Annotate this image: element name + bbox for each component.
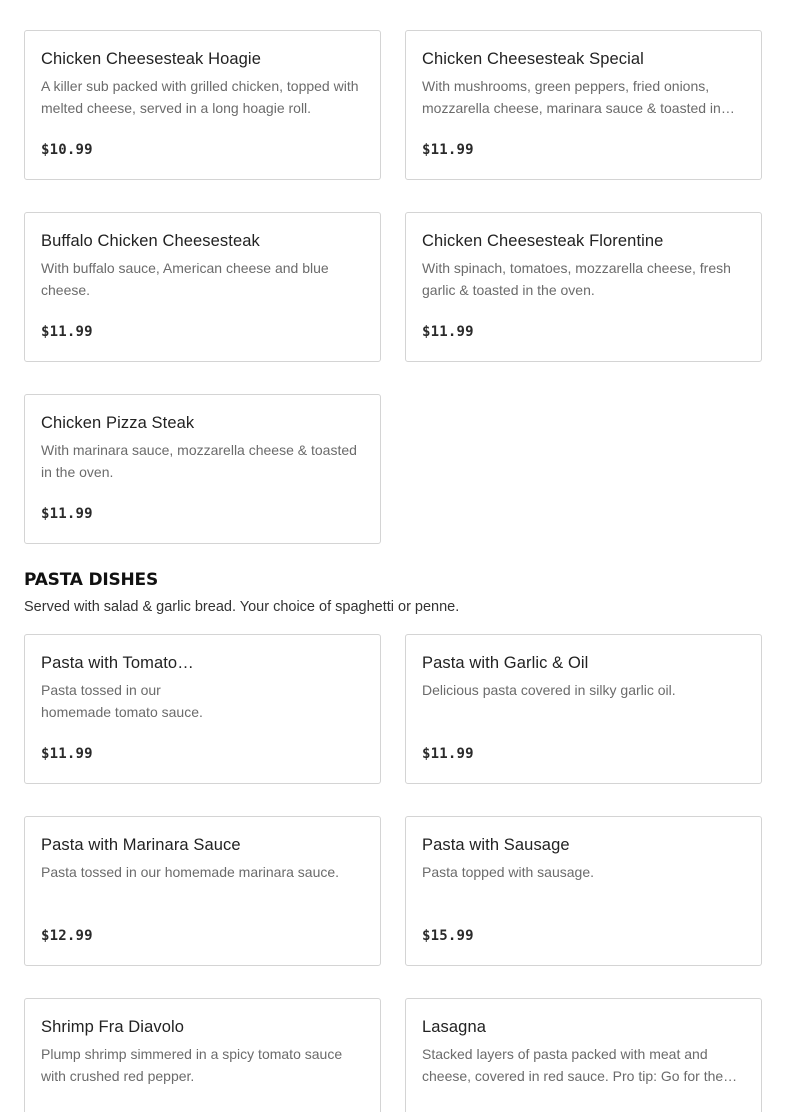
menu-item-card[interactable] bbox=[405, 634, 762, 784]
menu-item-name: Pasta with Marinara Sauce bbox=[41, 836, 241, 854]
menu-item-name: Chicken Cheesesteak Florentine bbox=[422, 232, 664, 250]
menu-item-description: With buffalo sauce, American cheese and blue cheese. bbox=[41, 260, 329, 298]
menu-item-name: Chicken Cheesesteak Hoagie bbox=[41, 50, 261, 68]
menu-item-description: With marinara sauce, mozzarella cheese & toasted in the oven. bbox=[41, 442, 357, 480]
menu-item-name: Pasta with Garlic & Oil bbox=[422, 654, 589, 672]
menu-item-description: A killer sub packed with grilled chicken, topped with melted cheese, served in a long hoagie roll. bbox=[41, 78, 359, 116]
menu-item-name: Pasta with Sausage bbox=[422, 836, 570, 854]
menu-item-card[interactable] bbox=[405, 998, 762, 1112]
menu-item-name: Shrimp Fra Diavolo bbox=[41, 1018, 185, 1036]
menu-item-price: $11.99 bbox=[422, 746, 474, 762]
menu-item-card[interactable] bbox=[405, 212, 762, 362]
menu-item-description: Pasta topped with sausage. bbox=[422, 864, 595, 880]
menu-item-price: $11.99 bbox=[422, 142, 474, 158]
menu-item-name: Chicken Pizza Steak bbox=[41, 414, 195, 432]
menu-item-name: Lasagna bbox=[422, 1018, 487, 1036]
menu-item-name: Chicken Cheesesteak Special bbox=[422, 50, 644, 68]
menu-item-card[interactable] bbox=[24, 30, 381, 180]
menu-item-card[interactable] bbox=[24, 816, 381, 966]
menu-item-price: $12.99 bbox=[41, 928, 93, 944]
menu-item-price: $11.99 bbox=[422, 324, 474, 340]
menu-item-name: Pasta with Tomato… bbox=[41, 654, 194, 672]
menu-item-description: Delicious pasta covered in silky garlic oil. bbox=[422, 682, 676, 698]
menu-item-description: Stacked layers of pasta packed with meat and cheese, covered in red sauce. Pro tip: Go for the… bbox=[422, 1046, 738, 1084]
menu-item-description: Pasta tossed in our homemade marinara sauce. bbox=[41, 864, 340, 880]
menu-item-price: $15.99 bbox=[422, 928, 474, 944]
menu-item-card[interactable] bbox=[405, 816, 762, 966]
menu-item-description: Pasta tossed in our homemade tomato sauce. bbox=[41, 682, 203, 720]
menu-item-price: $11.99 bbox=[41, 506, 93, 522]
section-title: PASTA DISHES bbox=[24, 570, 159, 590]
menu-item-name: Buffalo Chicken Cheesesteak bbox=[41, 232, 260, 250]
menu-item-card[interactable] bbox=[405, 30, 762, 180]
menu-item-description: With spinach, tomatoes, mozzarella cheese, fresh garlic & toasted in the oven. bbox=[422, 260, 731, 298]
menu-item-description: Plump shrimp simmered in a spicy tomato sauce with crushed red pepper. bbox=[41, 1046, 343, 1084]
menu-item-price: $11.99 bbox=[41, 324, 93, 340]
menu-item-card[interactable] bbox=[24, 634, 381, 784]
menu-item-card[interactable] bbox=[24, 394, 381, 544]
menu-item-card[interactable] bbox=[24, 212, 381, 362]
menu-item-price: $11.99 bbox=[41, 746, 93, 762]
menu-item-price: $10.99 bbox=[41, 142, 93, 158]
section-subtitle: Served with salad & garlic bread. Your choice of spaghetti or penne. bbox=[24, 599, 460, 615]
menu-item-card[interactable] bbox=[24, 998, 381, 1112]
menu-item-description: With mushrooms, green peppers, fried onions, mozzarella cheese, marinara sauce & toasted in… bbox=[422, 78, 735, 116]
